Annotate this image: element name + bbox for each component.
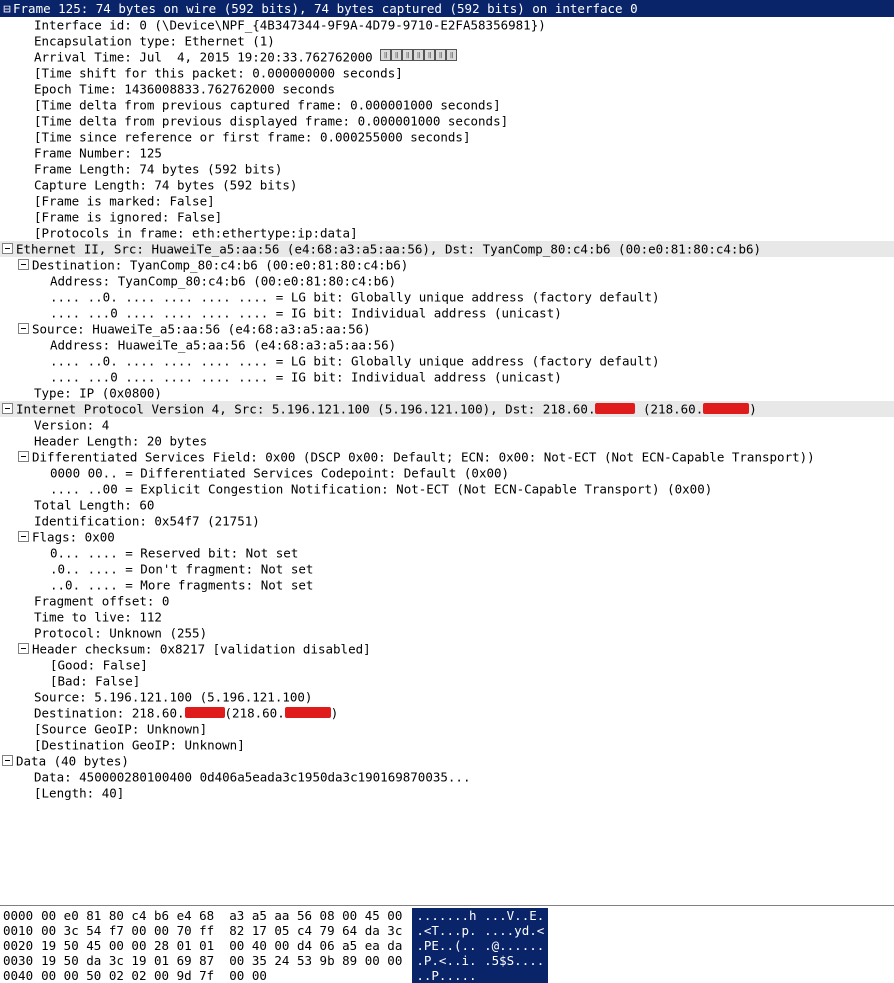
tree-row-label: Version: 4 [34, 417, 110, 433]
tree-row-label: Frame Number: 125 [34, 145, 162, 161]
collapse-icon[interactable] [2, 243, 13, 254]
expand-toggle-icon[interactable]: ⊟ [3, 1, 11, 16]
tree-row-label: .... ..0. .... .... .... .... = LG bit: Globally unique address (factory default) [50, 353, 660, 369]
tree-row[interactable] [0, 225, 894, 241]
hex-ascii: .P.<..i. .5$S.... [416, 953, 545, 968]
tree-row-label: Protocol: Unknown (255) [34, 625, 208, 641]
tree-row[interactable] [0, 385, 894, 401]
hex-offset-column [0, 908, 33, 983]
hex-ascii-column [412, 908, 548, 983]
tree-row-label: .... ..00 = Explicit Congestion Notification: Not-ECT (Not ECN-Capable Transport) (0x00) [50, 481, 713, 497]
redaction-block [285, 707, 331, 718]
tree-row[interactable] [0, 641, 894, 657]
tree-row-label: Internet Protocol Version 4, Src: 5.196.121.100 (5.196.121.100), Dst: 218.60. [16, 401, 596, 417]
tree-row[interactable] [0, 129, 894, 145]
tree-row-label: Flags: 0x00 [32, 529, 115, 545]
tree-row[interactable] [0, 65, 894, 81]
frame-summary-titlebar[interactable] [0, 0, 894, 17]
collapse-icon[interactable] [18, 643, 29, 654]
tree-row[interactable] [0, 161, 894, 177]
tree-row-label: [Time delta from previous captured frame: 0.000001000 seconds] [34, 97, 501, 113]
tree-row-label: .0.. .... = Don't fragment: Not set [50, 561, 314, 577]
tree-row[interactable] [0, 609, 894, 625]
frame-summary-text: Frame 125: 74 bytes on wire (592 bits), 74 bytes captured (592 bits) on interface 0 [13, 1, 638, 16]
tree-row[interactable] [0, 17, 894, 33]
tree-row-label: [Length: 40] [34, 785, 125, 801]
tree-row[interactable] [0, 673, 894, 689]
tree-row-label: Data: 450000280100400 0d406a5eada3c1950da3c190169870035... [34, 769, 471, 785]
tree-row[interactable] [0, 513, 894, 529]
tree-row-label-end: ) [749, 401, 757, 417]
tree-row[interactable] [0, 545, 894, 561]
redaction-block [185, 707, 225, 718]
tree-row[interactable] [0, 177, 894, 193]
tree-row[interactable] [0, 33, 894, 49]
tree-row-label: Identification: 0x54f7 (21751) [34, 513, 260, 529]
tree-row-label: [Frame is ignored: False] [34, 209, 223, 225]
tree-row-label-end: ) [330, 705, 339, 721]
hex-bytes: 19 50 45 00 00 28 01 01 00 40 00 d4 06 a5 ea da [41, 938, 403, 953]
hex-bytes: 00 e0 81 80 c4 b6 e4 68 a3 a5 aa 56 08 00 45 00 [41, 908, 403, 923]
tree-row[interactable] [0, 753, 894, 769]
tree-row[interactable] [0, 433, 894, 449]
hex-offset: 0000 [3, 908, 34, 923]
tree-row[interactable] [0, 481, 894, 497]
hex-dump-pane[interactable] [0, 905, 894, 983]
tree-row-label: Address: HuaweiTe_a5:aa:56 (e4:68:a3:a5:aa:56) [50, 337, 397, 353]
tree-row-label: [Bad: False] [50, 673, 141, 689]
tree-row-label: Data (40 bytes) [16, 753, 129, 769]
hex-bytes-column [33, 908, 402, 983]
tree-row-label: Source: HuaweiTe_a5:aa:56 (e4:68:a3:a5:aa:56) [32, 321, 371, 337]
tree-row-label: ..0. .... = More fragments: Not set [50, 577, 314, 593]
tree-row[interactable] [0, 593, 894, 609]
redaction-block [595, 403, 635, 414]
hex-ascii: .......h ...V..E. [416, 908, 545, 923]
tree-row[interactable] [0, 305, 894, 321]
protocol-tree-pane[interactable] [0, 17, 894, 905]
collapse-icon[interactable] [2, 403, 13, 414]
tree-row-label: Frame Length: 74 bytes (592 bits) [34, 161, 283, 177]
tree-row-label: Destination: TyanComp_80:c4:b6 (00:e0:81:80:c4:b6) [32, 257, 409, 273]
tree-row-label-cont: (218.60. [635, 401, 704, 417]
tree-row[interactable] [0, 145, 894, 161]
collapse-icon[interactable] [18, 259, 29, 270]
collapse-icon[interactable] [18, 323, 29, 334]
tree-row-label: Interface id: 0 (\Device\NPF_{4B347344-9F9A-4D79-9710-E2FA58356981}) [34, 17, 546, 33]
tree-row[interactable] [0, 257, 894, 273]
tree-row[interactable] [0, 705, 894, 721]
tree-row[interactable] [0, 273, 894, 289]
hex-bytes: 00 00 50 02 02 00 9d 7f 00 00 [41, 968, 267, 983]
timestamp-glyph-icons: ‖ ‖ ‖ ‖ ‖ ‖ ‖ [380, 49, 457, 65]
hex-offset: 0010 [3, 923, 34, 938]
tree-row[interactable] [0, 689, 894, 705]
tree-row[interactable] [0, 401, 894, 417]
collapse-icon[interactable] [18, 531, 29, 542]
tree-row[interactable] [0, 369, 894, 385]
tree-row-label: Ethernet II, Src: HuaweiTe_a5:aa:56 (e4:68:a3:a5:aa:56), Dst: TyanComp_80:c4:b6 (00:e0:81:80:c4:b6) [16, 241, 762, 257]
tree-row-label: Header Length: 20 bytes [34, 433, 208, 449]
tree-row-label-cont: (218.60. [224, 705, 285, 721]
hex-ascii: .PE..(.. .@...... [416, 938, 545, 953]
tree-row[interactable] [0, 657, 894, 673]
tree-row-label: .... ..0. .... .... .... .... = LG bit: Globally unique address (factory default) [50, 289, 660, 305]
collapse-icon[interactable] [2, 755, 13, 766]
tree-row-label: Encapsulation type: Ethernet (1) [34, 33, 275, 49]
tree-row[interactable] [0, 737, 894, 753]
tree-row-label: Type: IP (0x0800) [34, 385, 162, 401]
tree-row[interactable] [0, 81, 894, 97]
tree-row[interactable] [0, 561, 894, 577]
tree-row-label: Capture Length: 74 bytes (592 bits) [34, 177, 298, 193]
hex-bytes: 19 50 da 3c 19 01 69 87 00 35 24 53 9b 89 00 00 [41, 953, 403, 968]
tree-row[interactable] [0, 769, 894, 785]
tree-row-label: [Time shift for this packet: 0.000000000 seconds] [34, 65, 403, 81]
tree-row-label: .... ...0 .... .... .... .... = IG bit: Individual address (unicast) [50, 305, 562, 321]
hex-offset: 0030 [3, 953, 34, 968]
tree-row-label: Header checksum: 0x8217 [validation disabled] [32, 641, 371, 657]
tree-row[interactable] [0, 193, 894, 209]
tree-row-label: [Protocols in frame: eth:ethertype:ip:data] [34, 225, 358, 241]
tree-row[interactable] [0, 529, 894, 545]
tree-row[interactable] [0, 449, 894, 465]
tree-row[interactable] [0, 321, 894, 337]
tree-row[interactable] [0, 97, 894, 113]
tree-row[interactable] [0, 337, 894, 353]
tree-row[interactable] [0, 577, 894, 593]
tree-row-label: [Time since reference or first frame: 0.000255000 seconds] [34, 129, 471, 145]
hex-offset: 0020 [3, 938, 34, 953]
tree-row[interactable] [0, 417, 894, 433]
tree-row-label: [Destination GeoIP: Unknown] [34, 737, 245, 753]
tree-row-label: Total Length: 60 [34, 497, 155, 513]
tree-row-label: Arrival Time: Jul 4, 2015 19:20:33.762762000 [34, 49, 381, 65]
tree-row[interactable] [0, 625, 894, 641]
tree-row[interactable] [0, 721, 894, 737]
tree-row-label: [Time delta from previous displayed frame: 0.000001000 seconds] [34, 113, 509, 129]
tree-row[interactable] [0, 49, 894, 65]
hex-offset: 0040 [3, 968, 34, 983]
tree-row-label: [Source GeoIP: Unknown] [34, 721, 208, 737]
tree-row[interactable] [0, 465, 894, 481]
tree-row[interactable] [0, 353, 894, 369]
tree-row[interactable] [0, 497, 894, 513]
tree-row-label: Differentiated Services Field: 0x00 (DSCP 0x00: Default; ECN: 0x00: Not-ECT (Not ECN-Capable Transport)) [32, 449, 815, 465]
tree-row[interactable] [0, 785, 894, 801]
tree-row-label: Time to live: 112 [34, 609, 162, 625]
tree-row-label: Destination: 218.60. [34, 705, 185, 721]
tree-row[interactable] [0, 241, 894, 257]
tree-row[interactable] [0, 209, 894, 225]
hex-ascii: .<T...p. ....yd.< [416, 923, 545, 938]
tree-row[interactable] [0, 289, 894, 305]
tree-row-label: .... ...0 .... .... .... .... = IG bit: Individual address (unicast) [50, 369, 562, 385]
tree-row-label: Epoch Time: 1436008833.762762000 seconds [34, 81, 336, 97]
redaction-block [703, 403, 749, 414]
tree-row-label: 0000 00.. = Differentiated Services Codepoint: Default (0x00) [50, 465, 510, 481]
tree-row-label: Fragment offset: 0 [34, 593, 170, 609]
tree-row[interactable] [0, 113, 894, 129]
hex-bytes: 00 3c 54 f7 00 00 70 ff 82 17 05 c4 79 64 da 3c [41, 923, 403, 938]
tree-row-label: 0... .... = Reserved bit: Not set [50, 545, 299, 561]
collapse-icon[interactable] [18, 451, 29, 462]
tree-row-label: [Good: False] [50, 657, 148, 673]
tree-row-label: Source: 5.196.121.100 (5.196.121.100) [34, 689, 313, 705]
tree-row-label: [Frame is marked: False] [34, 193, 215, 209]
hex-ascii: ..P..... [416, 968, 477, 983]
tree-row-label: Address: TyanComp_80:c4:b6 (00:e0:81:80:c4:b6) [50, 273, 397, 289]
